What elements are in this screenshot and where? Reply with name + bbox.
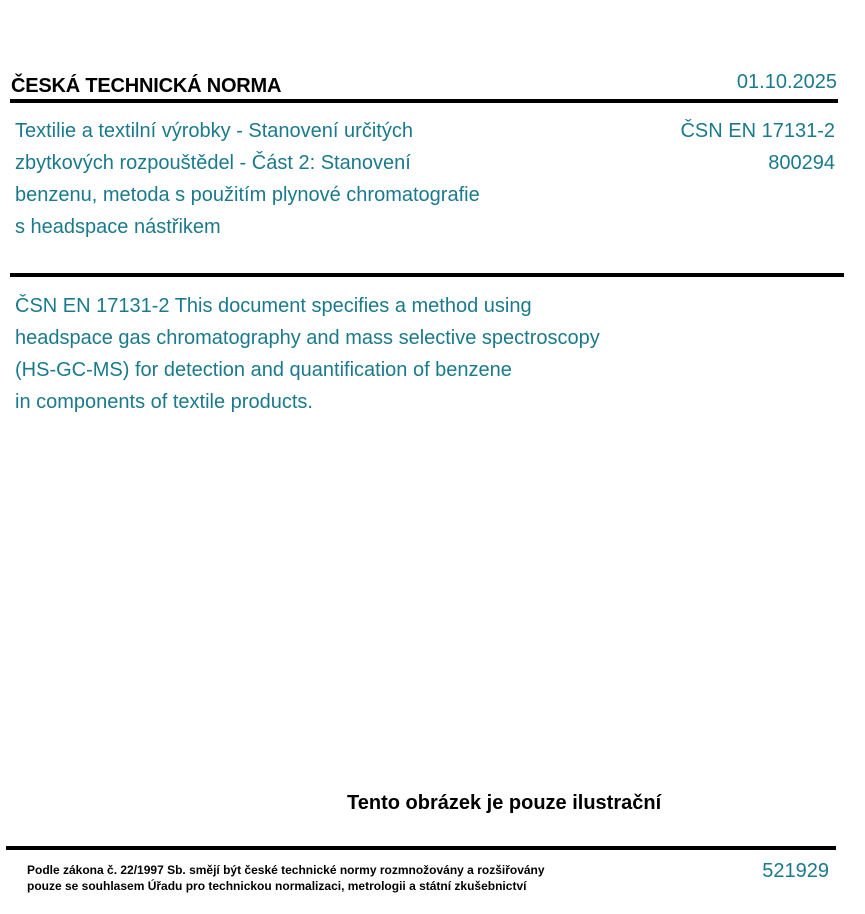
- norm-title: ČESKÁ TECHNICKÁ NORMA: [11, 75, 282, 97]
- standard-description: [15, 290, 675, 418]
- description-line: headspace gas chromatography and mass selective spectroscopy: [15, 327, 600, 349]
- document-number: 521929: [762, 860, 829, 882]
- legal-line: pouze se souhlasem Úřadu pro technickou normalizaci, metrologii a státní zkušebnictví: [27, 879, 527, 893]
- footer-divider: [6, 846, 836, 850]
- class-number: 800294: [768, 152, 835, 174]
- publication-date: 01.10.2025: [736, 71, 837, 93]
- description-line: (HS-GC-MS) for detection and quantification of benzene: [15, 359, 512, 381]
- standard-title: [15, 115, 535, 243]
- description-line: in components of textile products.: [15, 391, 313, 413]
- header-divider: [10, 99, 838, 103]
- standard-title-line: s headspace nástřikem: [15, 216, 221, 238]
- illustration-note: Tento obrázek je pouze ilustrační: [347, 792, 662, 814]
- standard-title-line: Textilie a textilní výrobky - Stanovení určitých: [15, 120, 413, 142]
- section-divider: [10, 273, 844, 277]
- standard-title-line: zbytkových rozpouštědel - Část 2: Stanovení: [15, 152, 411, 174]
- standard-identifiers: [680, 115, 835, 179]
- legal-line: Podle zákona č. 22/1997 Sb. smějí být české technické normy rozmnožovány a rozšiřovány: [27, 863, 545, 877]
- standard-code: ČSN EN 17131-2: [680, 120, 835, 142]
- legal-notice: [27, 862, 545, 894]
- description-line: ČSN EN 17131-2 This document specifies a method using: [15, 295, 532, 317]
- standard-title-line: benzenu, metoda s použitím plynové chromatografie: [15, 184, 480, 206]
